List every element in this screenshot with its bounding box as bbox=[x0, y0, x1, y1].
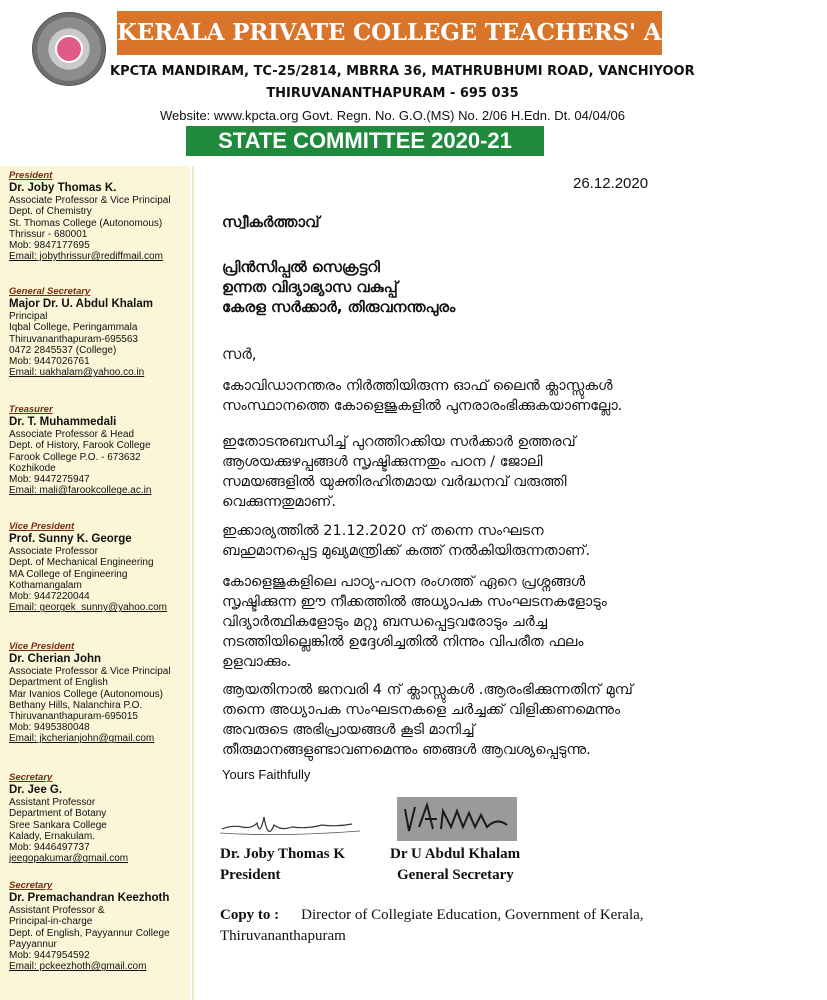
paragraph-line: കോളെജുകളിലെ പാഠ്യ-പഠന രംഗത്ത് ഏറെ പ്രശ്നങ്ങൾ bbox=[222, 574, 586, 590]
member-detail: Payyannur bbox=[9, 938, 57, 950]
association-name-banner: KERALA PRIVATE COLLEGE TEACHERS' ASSOCIATION bbox=[117, 11, 662, 55]
website-registration-line: Website: www.kpcta.org Govt. Regn. No. G.O.(MS) No. 2/06 H.Edn. Dt. 04/04/06 bbox=[159, 108, 626, 123]
member-detail: Bethany Hills, Nalanchira P.O. bbox=[9, 699, 143, 711]
member-name: Dr. Cherian John bbox=[9, 653, 102, 666]
paragraph-line: ഇതോടനുബന്ധിച്ച് പുറത്തിറക്കിയ സർക്കാർ ഉത്തരവ് bbox=[222, 434, 576, 450]
signature-general-secretary bbox=[397, 797, 517, 841]
member-detail: Mob: 9447275947 bbox=[9, 474, 90, 486]
paragraph-line: ഉളവാക്കും. bbox=[222, 654, 292, 670]
paragraph-line: സൃഷ്ടിക്കുന്ന ഈ നീക്കത്തിൽ അധ്യാപക സംഘടനകളോടും bbox=[222, 594, 607, 610]
paragraph-line: സമയങ്ങളിൽ യുക്തിരഹിതമായ വർദ്ധനവ് വരുത്തി bbox=[222, 474, 567, 490]
paragraph-line: തന്നെ അധ്യാപക സംഘടനകളെ ചർച്ചക്ക് വിളിക്കണമെന്നും bbox=[222, 702, 621, 718]
member-detail: Kozhikode bbox=[9, 462, 56, 474]
sidebar-member bbox=[9, 641, 191, 745]
paragraph-line: ആയതിനാൽ ജനവരി 4 ന് ക്ലാസ്സുകൾ .ആരംഭിക്കുന്നതിന് മുമ്പ് bbox=[222, 682, 633, 698]
member-detail: Dept. of Mechanical Engineering bbox=[9, 557, 154, 569]
sidebar-member bbox=[9, 404, 191, 496]
sidebar-member bbox=[9, 286, 191, 378]
sidebar-member bbox=[9, 170, 191, 262]
member-detail: Dept. of History, Farook College bbox=[9, 440, 151, 452]
member-name: Dr. Jee G. bbox=[9, 784, 63, 797]
letter-paragraph bbox=[222, 572, 692, 672]
paragraph-line: സംസ്ഥാനത്തെ കോളെജുകളിൽ പുനരാരംഭിക്കുകയാണല്ലോ. bbox=[222, 398, 623, 414]
sidebar-member bbox=[9, 772, 191, 864]
kpcta-logo bbox=[32, 12, 106, 86]
recipient-line: പ്രിൻസിപ്പൽ സെക്രട്ടറി bbox=[222, 258, 380, 276]
member-name: Dr. Joby Thomas K. bbox=[9, 182, 117, 195]
member-detail: Principal bbox=[9, 311, 48, 323]
letter-paragraph bbox=[222, 521, 692, 561]
member-detail: Department of English bbox=[9, 677, 108, 689]
member-detail: Thrissur - 680001 bbox=[9, 228, 88, 240]
member-role: Secretary bbox=[9, 772, 53, 783]
member-email-link[interactable]: Email: pckeezhoth@gmail.com bbox=[9, 961, 147, 973]
member-detail: Mob: 9447220044 bbox=[9, 591, 90, 603]
member-detail: Farook College P.O. - 673632 bbox=[9, 451, 141, 463]
member-detail: Assistant Professor & bbox=[9, 905, 105, 917]
member-name: Prof. Sunny K. George bbox=[9, 533, 132, 546]
member-detail: Dept. of English, Payyannur College bbox=[9, 927, 170, 939]
member-detail: Mob: 9446497737 bbox=[9, 842, 90, 854]
member-detail: Associate Professor & Vice Principal bbox=[9, 666, 171, 678]
member-email-link[interactable]: jeegopakumar@gmail.com bbox=[9, 853, 129, 865]
member-detail: Mob: 9447026761 bbox=[9, 356, 90, 368]
member-role: President bbox=[9, 170, 53, 181]
paragraph-line: ആശയക്കുഴപ്പങ്ങൾ സൃഷ്ടിക്കുന്നതും പഠന / ജോലി bbox=[222, 454, 543, 470]
member-email-link[interactable]: Email: mali@farookcollege.ac.in bbox=[9, 485, 152, 497]
paragraph-line: തീരുമാനങ്ങളുണ്ടാവണമെന്നും ഞങ്ങൾ ആവശ്യപ്പെടുന്നു. bbox=[222, 742, 591, 758]
member-detail: Mob: 9495380048 bbox=[9, 722, 90, 734]
copy-to-text: Director of Collegiate Education, Government of Kerala, Thiruvananthapuram bbox=[220, 907, 644, 944]
sidebar-member bbox=[9, 521, 191, 613]
member-detail: Associate Professor & Head bbox=[9, 429, 135, 441]
member-role: Secretary bbox=[9, 880, 53, 891]
salutation: സർ, bbox=[222, 345, 257, 363]
copy-to-label: Copy to : bbox=[220, 907, 280, 923]
member-name: Major Dr. U. Abdul Khalam bbox=[9, 298, 153, 311]
letter-paragraph bbox=[222, 680, 692, 760]
closing-phrase: Yours Faithfully bbox=[222, 767, 311, 782]
member-detail: Assistant Professor bbox=[9, 797, 96, 809]
paragraph-line: വിദ്യാർത്ഥികളോടും മറ്റു ബന്ധപ്പെട്ടവരോടും ചർച്ച bbox=[222, 614, 548, 630]
paragraph-line: ഇക്കാര്യത്തിൽ 21.12.2020 ന് തന്നെ സംഘടന bbox=[222, 523, 544, 539]
member-detail: Department of Botany bbox=[9, 808, 107, 820]
member-email-link[interactable]: Email: uakhalam@yahoo.co.in bbox=[9, 367, 145, 379]
member-detail: Associate Professor bbox=[9, 546, 98, 558]
member-detail: St. Thomas College (Autonomous) bbox=[9, 217, 163, 229]
sidebar-member bbox=[9, 880, 191, 972]
member-role: Vice President bbox=[9, 641, 75, 652]
member-detail: 0472 2845537 (College) bbox=[9, 344, 117, 356]
address-line-1: KPCTA MANDIRAM, TC-25/2814, MBRRA 36, MATHRUBHUMI ROAD, VANCHIYOOR bbox=[110, 64, 695, 79]
member-detail: Principal-in-charge bbox=[9, 916, 93, 928]
member-detail: Dept. of Chemistry bbox=[9, 206, 92, 218]
paragraph-line: കോവിഡാനന്തരം നിർത്തിയിരുന്ന ഓഫ് ലൈൻ ക്ലാസ്സുകൾ bbox=[222, 378, 613, 394]
member-detail: Iqbal College, Peringammala bbox=[9, 322, 138, 334]
signature-president bbox=[212, 807, 362, 845]
recipient-line: കേരള സർക്കാർ, തിരുവനന്തപുരം bbox=[222, 298, 456, 316]
member-detail: Associate Professor & Vice Principal bbox=[9, 195, 171, 207]
member-detail: Thiruvananthapuram-695563 bbox=[9, 333, 138, 345]
member-email-link[interactable]: Email: georgek_sunny@yahoo.com bbox=[9, 602, 168, 614]
paragraph-line: ബഹുമാനപ്പെട്ട മുഖ്യമന്ത്രിക്ക് കത്ത് നൽകിയിരുന്നതാണ്. bbox=[222, 543, 591, 559]
member-detail: Kothamangalam bbox=[9, 579, 82, 591]
paragraph-line: അവരുടെ അഭിപ്രായങ്ങൾ കൂടി മാനിച്ച് bbox=[222, 722, 475, 738]
sidebar-divider bbox=[192, 166, 194, 1000]
member-role: Vice President bbox=[9, 521, 75, 532]
recipient-block bbox=[222, 257, 455, 317]
member-detail: Mob: 9447954592 bbox=[9, 950, 90, 962]
letter-paragraph bbox=[222, 432, 692, 512]
paragraph-line: വെക്കുന്നതുമാണ്. bbox=[222, 494, 336, 510]
member-detail: Mar Ivanios College (Autonomous) bbox=[9, 688, 163, 700]
member-name: Dr. T. Muhammedali bbox=[9, 416, 117, 429]
letter-paragraph bbox=[222, 376, 692, 416]
member-detail: MA College of Engineering bbox=[9, 568, 128, 580]
signatory1-title: President bbox=[220, 867, 281, 883]
address-line-2: THIRUVANANTHAPURAM - 695 035 bbox=[266, 86, 519, 101]
member-detail: Kalady, Ernakulam. bbox=[9, 830, 95, 842]
recipient-line: ഉന്നത വിദ്യാഭ്യാസ വകുപ്പ് bbox=[222, 278, 398, 296]
member-role: General Secretary bbox=[9, 286, 91, 297]
copy-to-block bbox=[220, 905, 700, 947]
member-role: Treasurer bbox=[9, 404, 53, 415]
member-name: Dr. Premachandran Keezhoth bbox=[9, 892, 170, 905]
state-committee-banner: STATE COMMITTEE 2020-21 bbox=[186, 126, 544, 156]
member-email-link[interactable]: Email: jobythrissur@rediffmail.com bbox=[9, 251, 163, 263]
signatory2-title: General Secretary bbox=[397, 867, 514, 883]
letter-date: 26.12.2020 bbox=[573, 175, 649, 192]
member-detail: Sree Sankara College bbox=[9, 819, 107, 831]
paragraph-line: നടത്തിയില്ലെങ്കിൽ ഉദ്ദേശിച്ചതിൽ നിന്നും വിപരീത ഫലം bbox=[222, 634, 584, 650]
signatory1-name: Dr. Joby Thomas K bbox=[220, 846, 346, 862]
member-detail: Mob: 9847177695 bbox=[9, 240, 90, 252]
member-detail: Thiruvananthapuram-695015 bbox=[9, 711, 138, 723]
member-email-link[interactable]: Email: jkcherianjohn@gmail.com bbox=[9, 733, 155, 745]
signatory2-name: Dr U Abdul Khalam bbox=[390, 846, 521, 862]
addressee-label: സ്വീകർത്താവ് bbox=[222, 213, 320, 231]
